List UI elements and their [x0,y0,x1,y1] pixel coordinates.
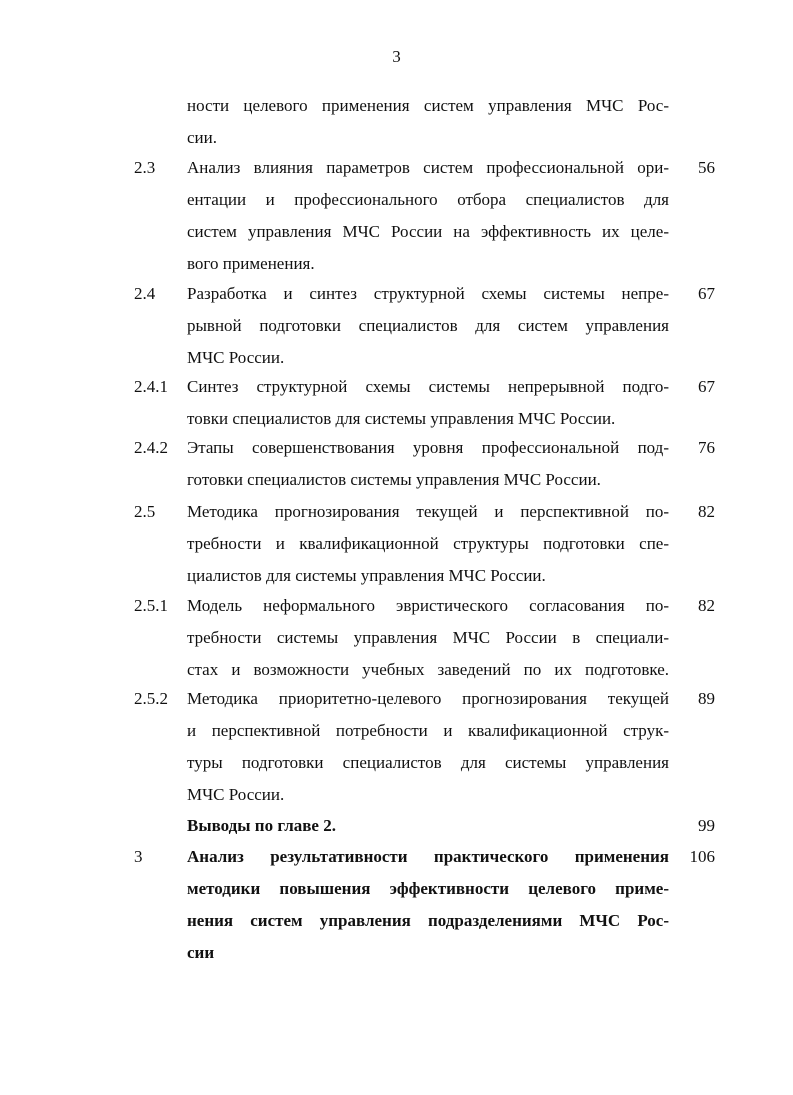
toc-entry-number: 2.4 [134,284,156,303]
toc-line: Синтез структурной схемы системы непрерывной подго- [187,377,669,396]
toc-line: Модель неформального эвристического согласования по- [187,596,669,615]
toc-entry-number: 2.3 [134,158,156,177]
toc-entry-number: 2.5 [134,502,156,521]
toc-line: нения систем управления подразделениями МЧС Рос- [187,911,669,930]
toc-entry-title [187,810,669,842]
toc-line: ентации и профессионального отбора специалистов для [187,190,669,209]
toc-entry-number: 2.4.1 [134,377,168,396]
toc-line: Этапы совершенствования уровня профессиональной под- [187,438,669,457]
toc-line: циалистов для системы управления МЧС России. [187,566,546,585]
toc-line: и перспективной потребности и квалификационной струк- [187,721,669,740]
toc-entry-number: 2.5.2 [134,689,168,708]
toc-line: ности целевого применения систем управления МЧС Рос- [187,96,669,115]
toc-line: готовки специалистов системы управления МЧС России. [187,470,601,489]
toc-line: рывной подготовки специалистов для систем управления [187,316,669,335]
toc-line: систем управления МЧС России на эффективность их целе- [187,222,669,241]
toc-entry-page: 67 [698,284,715,303]
toc-line: Разработка и синтез структурной схемы системы непре- [187,284,669,303]
toc-line: Методика прогнозирования текущей и перспективной по- [187,502,669,521]
toc-entry-number: 2.5.1 [134,596,168,615]
toc-entry-number: 2.4.2 [134,438,168,457]
toc-entry-title [187,683,669,811]
toc-line: товки специалистов для системы управления МЧС России. [187,409,616,428]
toc-line: стах и возможности учебных заведений по их подготовке. [187,660,669,679]
toc-entry-number: 3 [134,847,143,866]
toc-entry-title [187,432,669,496]
toc-line: сии. [187,128,217,147]
toc-entry-title [187,496,669,592]
toc-entry-page: 76 [698,438,715,457]
toc-entry-page: 89 [698,689,715,708]
toc-line: МЧС России. [187,785,285,804]
toc-line: Методика приоритетно-целевого прогнозирования текущей [187,689,669,708]
page-number: 3 [392,47,401,66]
toc-line: требности и квалификационной структуры подготовки спе- [187,534,669,553]
toc-line: туры подготовки специалистов для системы управления [187,753,669,772]
toc-entry-page: 106 [689,847,715,866]
toc-entry-page: 99 [698,816,715,835]
toc-entry-title [187,152,669,280]
toc-entry-page: 56 [698,158,715,177]
toc-line: Анализ результативности практического применения [187,847,669,866]
toc-line: Выводы по главе 2. [187,816,336,835]
toc-entry-title [187,278,669,374]
toc-line: сии [187,943,215,962]
toc-entry-title [187,841,669,969]
toc-line: МЧС России. [187,348,285,367]
toc-entry-title [187,590,669,686]
toc-entry-page: 82 [698,596,715,615]
toc-line: Анализ влияния параметров систем профессиональной ори- [187,158,669,177]
toc-line: требности системы управления МЧС России в специали- [187,628,669,647]
toc-entry-page: 82 [698,502,715,521]
toc-line: вого применения. [187,254,315,273]
toc-continuation-text [187,90,669,154]
toc-entry-title [187,371,669,435]
toc-entry-page: 67 [698,377,715,396]
toc-line: методики повышения эффективности целевого приме- [187,879,669,898]
